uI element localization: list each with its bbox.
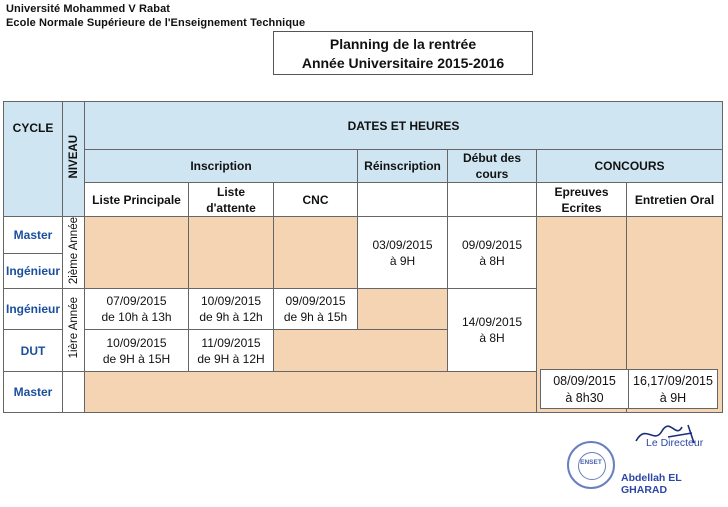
row-label-master-2: Master <box>4 217 63 254</box>
header-niveau: NIVEAU <box>63 102 85 217</box>
header-inscription: Inscription <box>85 150 358 183</box>
row-label-ingenieur-2: Ingénieur <box>4 253 63 289</box>
director-title: Le Directeur <box>646 437 704 449</box>
header-liste-attente: Liste d'attente <box>189 183 274 217</box>
header-epreuves-ecrites: Epreuves Ecrites <box>537 183 627 217</box>
cell-empty <box>274 217 358 289</box>
master-concours-oral: 16,17/09/2015 à 9H <box>628 369 718 409</box>
row-label-master-last: Master <box>4 372 63 413</box>
schedule-table <box>3 101 723 413</box>
header-cnc: CNC <box>274 183 358 217</box>
cell-reinscription-2: 03/09/2015 à 9H <box>358 217 448 289</box>
cell-debut-2: 09/09/2015 à 8H <box>448 217 537 289</box>
header-dates-heures: DATES ET HEURES <box>85 102 723 150</box>
niveau-empty-cell <box>63 372 85 413</box>
school-name: Ecole Normale Supérieure de l'Enseignement Technique <box>6 17 306 29</box>
cell-ing1-liste-attente: 10/09/2015 de 9h à 12h <box>189 289 274 330</box>
header-debut-cours: Début des cours <box>448 150 537 183</box>
cell-empty <box>189 217 274 289</box>
official-stamp <box>567 441 615 489</box>
header-entretien-oral: Entretien Oral <box>627 183 723 217</box>
niveau-2-cell: 2ième Année <box>63 217 85 289</box>
title-line-2: Année Universitaire 2015-2016 <box>301 55 505 71</box>
cell-dut-liste-principale: 10/09/2015 de 9H à 15H <box>85 330 189 372</box>
cell-empty <box>274 330 448 372</box>
master-concours-ecrites: 08/09/2015 à 8h30 <box>540 369 629 409</box>
stamp-label: ENSET <box>580 459 602 466</box>
header-reinscription-empty <box>358 183 448 217</box>
header-debut-empty <box>448 183 537 217</box>
row-label-dut-1: DUT <box>4 330 63 372</box>
niveau-1-cell: 1ière Année <box>63 289 85 372</box>
cell-empty <box>358 289 448 330</box>
header-concours: CONCOURS <box>537 150 723 183</box>
cell-dut-liste-attente: 11/09/2015 de 9H à 12H <box>189 330 274 372</box>
cell-empty <box>85 372 537 413</box>
director-name: Abdellah EL GHARAD <box>621 472 682 496</box>
university-name: Université Mohammed V Rabat <box>6 3 171 15</box>
title-box <box>273 31 533 75</box>
cell-ing1-cnc: 09/09/2015 de 9h à 15h <box>274 289 358 330</box>
header-cycle: CYCLE <box>4 102 63 217</box>
title-line-1: Planning de la rentrée <box>329 36 477 52</box>
cell-ing1-liste-principale: 07/09/2015 de 10h à 13h <box>85 289 189 330</box>
header-reinscription: Réinscription <box>358 150 448 183</box>
cell-debut-1: 14/09/2015 à 8H <box>448 289 537 372</box>
header-liste-principale: Liste Principale <box>85 183 189 217</box>
stamp-inner-ring <box>578 452 606 480</box>
cell-empty <box>85 217 189 289</box>
row-label-ingenieur-1: Ingénieur <box>4 289 63 330</box>
